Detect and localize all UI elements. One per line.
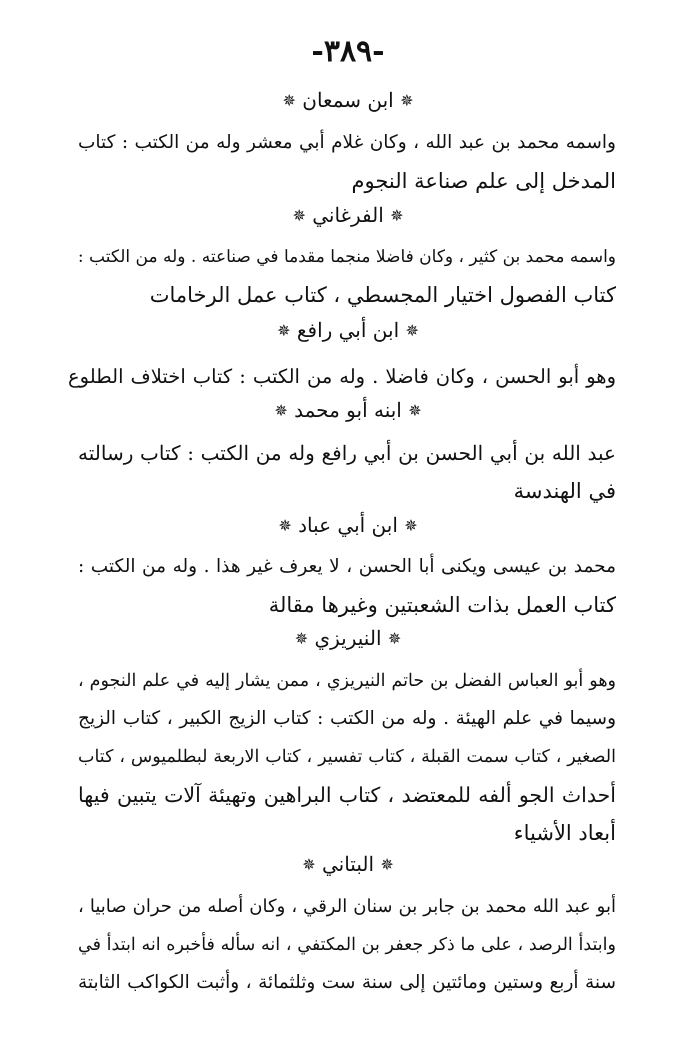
page-number: -٣٨٩- [311, 34, 385, 69]
text-line: واسمه محمد بن عبد الله ، وكان غلام أبي معشر وله من الكتب : كتاب [78, 132, 616, 153]
section-heading-al-battani [0, 852, 696, 876]
section-heading-ibn-abi-rafi [0, 318, 696, 342]
section-heading-abu-muhammad [0, 398, 696, 422]
text-line: الصغير ، كتاب سمت القبلة ، كتاب تفسير ، كتاب الاربعة لبطلميوس ، كتاب [78, 747, 616, 767]
heading-text: ابن أبي رافع [296, 318, 400, 342]
text-line: واسمه محمد بن كثير ، وكان فاضلا منجما مقدما في صناعته . وله من الكتب : [78, 247, 616, 267]
star-ornament-icon: ✵ [282, 91, 296, 110]
text-line: وسيما في علم الهيئة . وله من الكتب : كتاب الزيج الكبير ، كتاب الزيج [78, 708, 616, 729]
heading-text: النيريزي [314, 626, 382, 650]
heading-text: الفرغاني [312, 203, 384, 227]
text-line: سنة أربع وستين ومائتين إلى سنة ست وثلثمائة ، وأثبت الكواكب الثابتة [78, 972, 616, 993]
heading-text: ابنه أبو محمد [294, 398, 402, 422]
text-line: المدخل إلى علم صناعة النجوم [351, 169, 616, 193]
heading-text: ابن سمعان [302, 88, 394, 112]
star-ornament-icon: ✵ [294, 629, 309, 648]
text-line: وهو أبو الحسن ، وكان فاضلا . وله من الكتب : كتاب اختلاف الطلوع [68, 365, 616, 388]
text-line: أبو عبد الله محمد بن جابر بن سنان الرقي ، وكان أصله من حران صابيا ، [78, 896, 616, 917]
star-ornament-icon: ✵ [302, 855, 316, 874]
section-heading-al-farghani [0, 203, 696, 227]
text-line: كتاب العمل بذات الشعبتين وغيرها مقالة [268, 593, 616, 617]
text-line: وابتدأ الرصد ، على ما ذكر جعفر بن المكتفي ، انه سأله فأخبره انه ابتدأ في [78, 935, 616, 955]
star-ornament-icon: ✵ [400, 91, 414, 110]
section-heading-ibn-samaan [0, 88, 696, 112]
star-ornament-icon: ✵ [292, 206, 306, 225]
star-ornament-icon: ✵ [277, 321, 291, 340]
star-ornament-icon: ✵ [408, 401, 422, 420]
star-ornament-icon: ✵ [380, 855, 394, 874]
text-line: أبعاد الأشياء [513, 821, 616, 845]
text-line: عبد الله بن أبي الحسن بن أبي رافع وله من الكتب : كتاب رسالته [78, 441, 616, 465]
section-heading-ibn-abi-abbad [0, 513, 696, 537]
star-ornament-icon: ✵ [278, 516, 292, 535]
star-ornament-icon: ✵ [387, 629, 402, 648]
text-line: كتاب الفصول اختيار المجسطي ، كتاب عمل الرخامات [149, 283, 616, 307]
star-ornament-icon: ✵ [390, 206, 404, 225]
section-heading-al-nayrizi [0, 626, 696, 650]
heading-text: البتاني [321, 852, 375, 876]
star-ornament-icon: ✵ [405, 321, 419, 340]
star-ornament-icon: ✵ [404, 516, 418, 535]
heading-text: ابن أبي عباد [298, 513, 398, 537]
text-line: في الهندسة [513, 479, 616, 503]
text-line: وهو أبو العباس الفضل بن حاتم النيريزي ، ممن يشار إليه في علم النجوم ، [78, 671, 616, 691]
text-line: أحداث الجو ألفه للمعتضد ، كتاب البراهين وتهيئة آلات يتبين فيها [78, 783, 616, 807]
text-line: محمد بن عيسى ويكنى أبا الحسن ، لا يعرف غير هذا . وله من الكتب : [78, 556, 616, 577]
star-ornament-icon: ✵ [274, 401, 288, 420]
